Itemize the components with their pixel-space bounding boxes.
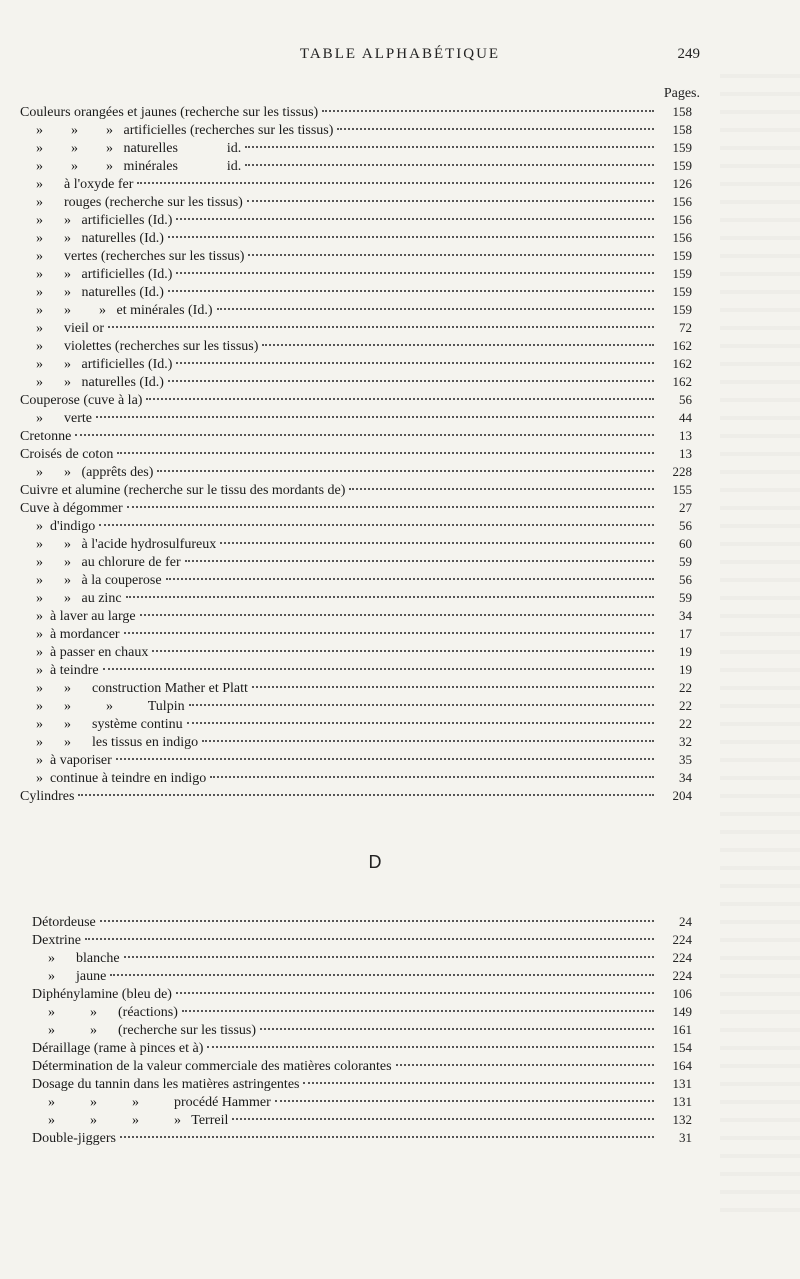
dot-leader (210, 776, 654, 778)
index-entry (36, 283, 692, 301)
entry-label: Déraillage (rame à pinces et à) (32, 1041, 204, 1056)
index-entry (48, 1111, 692, 1129)
dot-leader (176, 218, 654, 220)
entry-label: Dextrine (32, 933, 81, 948)
dot-leader (146, 398, 654, 400)
entry-page-number: 59 (679, 590, 692, 605)
entry-label: » jaune (48, 969, 107, 984)
entry-page-number: 59 (679, 554, 692, 569)
index-entry (36, 643, 692, 661)
entry-page-number: 159 (672, 158, 692, 173)
dot-leader (78, 794, 654, 796)
dot-leader (176, 362, 654, 364)
entry-page-number: 17 (679, 626, 692, 641)
dot-leader (99, 524, 654, 526)
entry-page-number: 126 (672, 176, 692, 191)
entry-label: » violettes (recherches sur les tissus) (36, 339, 259, 354)
entry-label: Cuve à dégommer (20, 501, 123, 516)
entry-page-number: 131 (672, 1076, 692, 1091)
index-entry (36, 229, 692, 247)
entry-label: » vertes (recherches sur les tissus) (36, 249, 245, 264)
entry-label: Détermination de la valeur commerciale des matières colorantes (32, 1059, 392, 1074)
dot-leader (189, 704, 654, 706)
index-entry (36, 535, 692, 553)
entry-label: » » à la couperose (36, 573, 162, 588)
entry-page-number: 158 (672, 122, 692, 137)
dot-leader (248, 254, 654, 256)
page-number: 249 (677, 46, 700, 62)
index-entry (36, 337, 692, 355)
dot-leader (176, 992, 654, 994)
dot-leader (100, 920, 654, 922)
index-entry (36, 751, 692, 769)
index-entry (48, 967, 692, 985)
entry-page-number: 34 (679, 608, 692, 623)
entry-label: » » naturelles (Id.) (36, 375, 164, 390)
entry-label: » d'indigo (36, 519, 96, 534)
index-entry (36, 193, 692, 211)
entry-label: » à l'oxyde fer (36, 177, 134, 192)
entry-page-number: 161 (672, 1022, 692, 1037)
dot-leader (85, 938, 654, 940)
entry-label: » » (réactions) (48, 1005, 178, 1020)
dot-leader (110, 974, 654, 976)
entry-label: Cylindres (20, 789, 75, 804)
index-entry (36, 157, 692, 175)
dot-leader (152, 650, 654, 652)
dot-leader (260, 1028, 654, 1030)
entry-label: » » » minérales id. (36, 159, 242, 174)
entry-label: » » » procédé Hammer (48, 1095, 271, 1110)
index-entry (32, 1075, 692, 1093)
index-entry (32, 1129, 692, 1147)
index-entry (36, 211, 692, 229)
entry-label: » » (apprêts des) (36, 465, 154, 480)
entry-page-number: 60 (679, 536, 692, 551)
index-entry (36, 265, 692, 283)
index-entry (36, 247, 692, 265)
entry-page-number: 56 (679, 572, 692, 587)
entry-label: » » » » Terreil (48, 1113, 229, 1128)
index-entry (48, 1093, 692, 1111)
entry-label: » continue à teindre en indigo (36, 771, 207, 786)
index-entry (36, 373, 692, 391)
index-entry (48, 1003, 692, 1021)
entry-page-number: 56 (679, 518, 692, 533)
entry-label: Couleurs orangées et jaunes (recherche sur les tissus) (20, 105, 319, 120)
dot-leader (96, 416, 654, 418)
entry-page-number: 56 (679, 392, 692, 407)
entry-label: » » les tissus en indigo (36, 735, 199, 750)
dot-leader (176, 272, 654, 274)
dot-leader (168, 380, 654, 382)
entry-page-number: 154 (672, 1040, 692, 1055)
entry-page-number: 156 (672, 212, 692, 227)
entry-page-number: 156 (672, 194, 692, 209)
index-entry (32, 913, 692, 931)
dot-leader (247, 200, 654, 202)
entry-label: » à teindre (36, 663, 99, 678)
entry-page-number: 159 (672, 266, 692, 281)
dot-leader (140, 614, 654, 616)
entry-page-number: 13 (679, 446, 692, 461)
entry-page-number: 158 (672, 104, 692, 119)
entry-page-number: 31 (679, 1130, 692, 1145)
index-entry (36, 589, 692, 607)
index-entry (36, 679, 692, 697)
index-entry (36, 553, 692, 571)
entry-page-number: 24 (679, 914, 692, 929)
index-entry (36, 517, 692, 535)
index-entry (36, 463, 692, 481)
entry-label: » » naturelles (Id.) (36, 231, 164, 246)
entry-page-number: 149 (672, 1004, 692, 1019)
dot-leader (120, 1136, 654, 1138)
entry-label: » » » naturelles id. (36, 141, 242, 156)
index-entry (20, 481, 692, 499)
dot-leader (108, 326, 654, 328)
entry-page-number: 132 (672, 1112, 692, 1127)
entry-label: » » artificielles (Id.) (36, 267, 173, 282)
index-entry (36, 733, 692, 751)
dot-leader (262, 344, 654, 346)
dot-leader (337, 128, 654, 130)
index-entry (36, 175, 692, 193)
index-entry (20, 499, 692, 517)
dot-leader (245, 146, 654, 148)
index-entry (36, 301, 692, 319)
entry-page-number: 32 (679, 734, 692, 749)
entry-label: » » » Tulpin (36, 699, 185, 714)
entry-page-number: 19 (679, 644, 692, 659)
dot-leader (124, 632, 654, 634)
entry-label: » » » et minérales (Id.) (36, 303, 213, 318)
section-letter: D (368, 852, 382, 872)
entry-page-number: 44 (679, 410, 692, 425)
dot-leader (127, 506, 654, 508)
entry-page-number: 13 (679, 428, 692, 443)
index-entry (20, 103, 692, 121)
entry-page-number: 162 (672, 338, 692, 353)
entry-label: » rouges (recherche sur les tissus) (36, 195, 243, 210)
entry-label: » » artificielles (Id.) (36, 357, 173, 372)
entry-label: » » au chlorure de fer (36, 555, 181, 570)
entry-label: » à laver au large (36, 609, 136, 624)
entry-page-number: 35 (679, 752, 692, 767)
entry-label: » » (recherche sur les tissus) (48, 1023, 257, 1038)
dot-leader (207, 1046, 654, 1048)
index-entry (36, 715, 692, 733)
dot-leader (103, 668, 654, 670)
index-entry (32, 1057, 692, 1075)
dot-leader (217, 308, 654, 310)
dot-leader (75, 434, 654, 436)
entry-page-number: 72 (679, 320, 692, 335)
entry-label: » » construction Mather et Platt (36, 681, 248, 696)
index-entry (20, 391, 692, 409)
index-entry (20, 427, 692, 445)
entry-label: Détordeuse (32, 915, 96, 930)
index-entry (48, 949, 692, 967)
entry-page-number: 22 (679, 716, 692, 731)
entry-page-number: 155 (672, 482, 692, 497)
dot-leader (220, 542, 654, 544)
dot-leader (124, 956, 654, 958)
entry-label: » » au zinc (36, 591, 122, 606)
index-entry (48, 1021, 692, 1039)
dot-leader (168, 236, 654, 238)
entry-label: » verte (36, 411, 92, 426)
entry-page-number: 228 (672, 464, 692, 479)
entry-page-number: 224 (672, 932, 692, 947)
pages-column-label: Pages. (663, 86, 700, 101)
entry-page-number: 22 (679, 680, 692, 695)
index-entry (36, 139, 692, 157)
entry-label: Double-jiggers (32, 1131, 116, 1146)
index-entry (20, 445, 692, 463)
index-entry (20, 787, 692, 805)
entry-page-number: 106 (672, 986, 692, 1001)
dot-leader (396, 1064, 654, 1066)
index-entry (36, 697, 692, 715)
index-entry (36, 571, 692, 589)
index-entry (36, 319, 692, 337)
dot-leader (166, 578, 654, 580)
index-entry (36, 355, 692, 373)
entry-label: » » à l'acide hydrosulfureux (36, 537, 217, 552)
index-entry (36, 625, 692, 643)
entry-page-number: 131 (672, 1094, 692, 1109)
dot-leader (349, 488, 654, 490)
index-entry (32, 1039, 692, 1057)
entry-page-number: 164 (672, 1058, 692, 1073)
entry-page-number: 224 (672, 968, 692, 983)
dot-leader (117, 452, 654, 454)
dot-leader (245, 164, 654, 166)
entry-page-number: 159 (672, 140, 692, 155)
entry-label: Dosage du tannin dans les matières astringentes (32, 1077, 300, 1092)
dot-leader (137, 182, 654, 184)
dot-leader (303, 1082, 654, 1084)
dot-leader (202, 740, 654, 742)
entry-label: » vieil or (36, 321, 105, 336)
entry-label: » » artificielles (Id.) (36, 213, 173, 228)
index-entry (36, 607, 692, 625)
entry-page-number: 162 (672, 356, 692, 371)
dot-leader (116, 758, 654, 760)
index-entry (36, 121, 692, 139)
dot-leader (126, 596, 654, 598)
entry-page-number: 159 (672, 248, 692, 263)
entry-label: » à passer en chaux (36, 645, 149, 660)
entry-label: Cretonne (20, 429, 72, 444)
entry-label: » à vaporiser (36, 753, 112, 768)
dot-leader (182, 1010, 654, 1012)
index-entry (36, 409, 692, 427)
entry-label: » à mordancer (36, 627, 120, 642)
page-title: TABLE ALPHABÉTIQUE (299, 46, 501, 62)
index-entry (32, 931, 692, 949)
entry-label: » » » artificielles (recherches sur les tissus) (36, 123, 334, 138)
entry-page-number: 19 (679, 662, 692, 677)
entry-label: » » système continu (36, 717, 183, 732)
dot-leader (185, 560, 654, 562)
entry-label: » » naturelles (Id.) (36, 285, 164, 300)
dot-leader (275, 1100, 654, 1102)
entry-page-number: 162 (672, 374, 692, 389)
index-entry (36, 661, 692, 679)
entry-page-number: 159 (672, 284, 692, 299)
entry-label: Cuivre et alumine (recherche sur le tissu des mordants de) (20, 483, 346, 498)
entry-page-number: 204 (672, 788, 692, 803)
dot-leader (168, 290, 654, 292)
index-entry (36, 769, 692, 787)
dot-leader (252, 686, 654, 688)
entry-label: Couperose (cuve à la) (20, 393, 143, 408)
entry-label: » blanche (48, 951, 120, 966)
entry-page-number: 156 (672, 230, 692, 245)
dot-leader (232, 1118, 654, 1120)
dot-leader (322, 110, 654, 112)
entry-label: Diphénylamine (bleu de) (32, 987, 172, 1002)
entry-page-number: 34 (679, 770, 692, 785)
entry-page-number: 22 (679, 698, 692, 713)
dot-leader (187, 722, 654, 724)
entry-label: Croisés de coton (20, 447, 114, 462)
entry-page-number: 224 (672, 950, 692, 965)
entry-page-number: 27 (679, 500, 692, 515)
dot-leader (157, 470, 654, 472)
index-entry (32, 985, 692, 1003)
entry-page-number: 159 (672, 302, 692, 317)
